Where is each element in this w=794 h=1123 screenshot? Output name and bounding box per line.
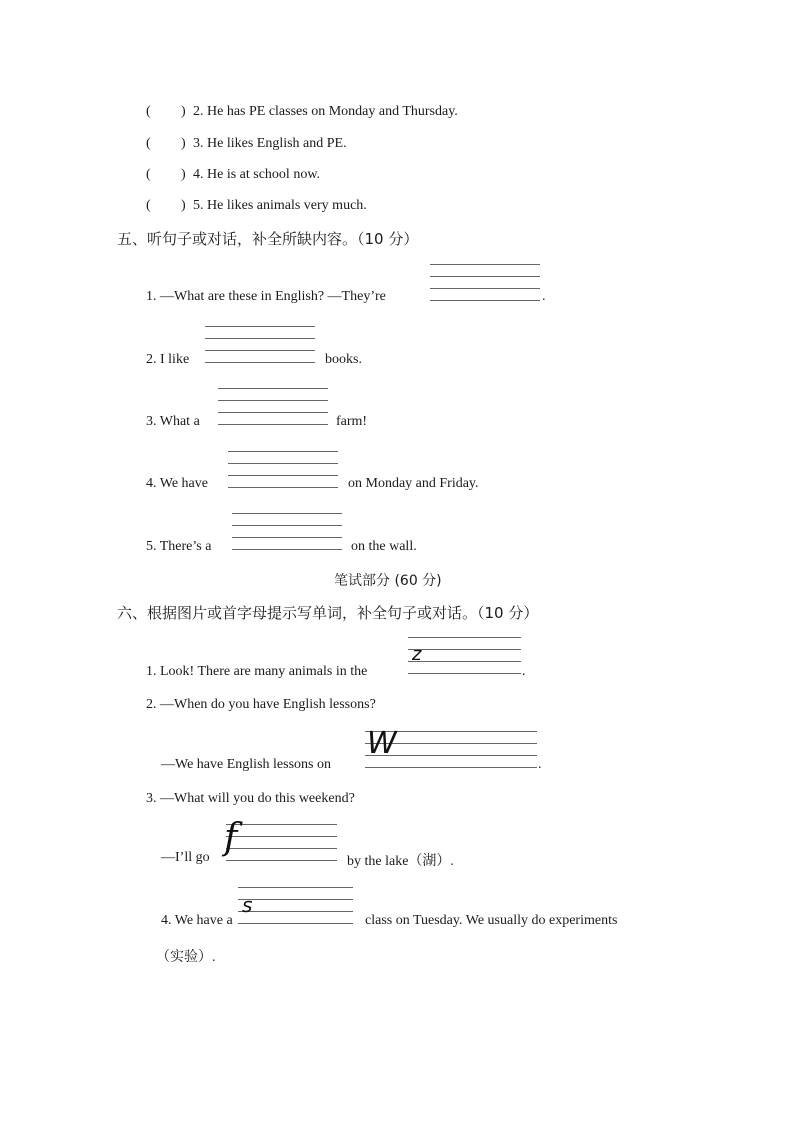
answer-paren-open: ( <box>146 104 151 119</box>
statement-text: 4. He is at school now. <box>193 167 321 182</box>
four-line-writing-box[interactable] <box>365 726 537 769</box>
question-text: 3. —What will you do this weekend? <box>146 791 355 806</box>
four-line-writing-box[interactable] <box>408 637 521 675</box>
question-text: 2. I like <box>146 352 190 367</box>
question-punct: . <box>542 289 546 304</box>
four-line-writing-box[interactable] <box>205 326 315 364</box>
question-text: 2. —When do you have English lessons? <box>146 697 376 712</box>
answer-paren-close: ) <box>181 198 186 213</box>
answer-text: —We have English lessons on <box>161 757 331 772</box>
answer-paren-close: ) <box>181 136 186 151</box>
question-text: 5. There’s a <box>146 539 212 554</box>
four-line-writing-box[interactable] <box>238 887 353 925</box>
question-text-after: on Monday and Friday. <box>348 476 479 491</box>
answer-paren-open: ( <box>146 198 151 213</box>
question-text: 3. What a <box>146 414 200 429</box>
answer-text: —I’ll go <box>161 850 210 865</box>
question-text: 4. We have a <box>161 913 233 928</box>
question-text-after: class on Tuesday. We usually do experiments <box>365 913 618 928</box>
question-punct: . <box>522 664 526 679</box>
four-line-writing-box[interactable] <box>232 513 342 551</box>
four-line-writing-box[interactable] <box>228 451 338 489</box>
answer-paren-close: ) <box>181 104 186 119</box>
question-text: 1. —What are these in English? —They’re <box>146 289 386 304</box>
statement-text: 3. He likes English and PE. <box>193 136 347 151</box>
question-text-cont: （实验）. <box>156 950 216 965</box>
section5-heading: 五、听句子或对话，补全所缺内容。（10 分） <box>117 230 419 248</box>
hint-letter-z: z <box>412 644 422 665</box>
answer-paren-open: ( <box>146 136 151 151</box>
question-text: 4. We have <box>146 476 208 491</box>
four-line-writing-box[interactable] <box>430 264 540 302</box>
answer-text-after: by the lake（湖）. <box>347 854 454 869</box>
question-text: 1. Look! There are many animals in the <box>146 664 368 679</box>
hint-letter-w: W <box>367 726 397 761</box>
question-text-after: farm! <box>336 414 368 429</box>
four-line-writing-box[interactable] <box>224 817 337 862</box>
question-text-after: books. <box>325 352 362 367</box>
hint-letter-s: s <box>242 893 253 917</box>
question-text-after: on the wall. <box>351 539 417 554</box>
hint-letter-f: f <box>224 817 238 858</box>
section6-heading: 六、根据图片或首字母提示写单词，补全句子或对话。（10 分） <box>117 604 539 622</box>
statement-text: 2. He has PE classes on Monday and Thursday. <box>193 104 458 119</box>
answer-paren-open: ( <box>146 167 151 182</box>
statement-text: 5. He likes animals very much. <box>193 198 367 213</box>
answer-paren-close: ) <box>181 167 186 182</box>
written-part-title: 笔试部分 (60 分) <box>334 573 442 589</box>
four-line-writing-box[interactable] <box>218 388 328 426</box>
question-punct: . <box>538 757 542 772</box>
